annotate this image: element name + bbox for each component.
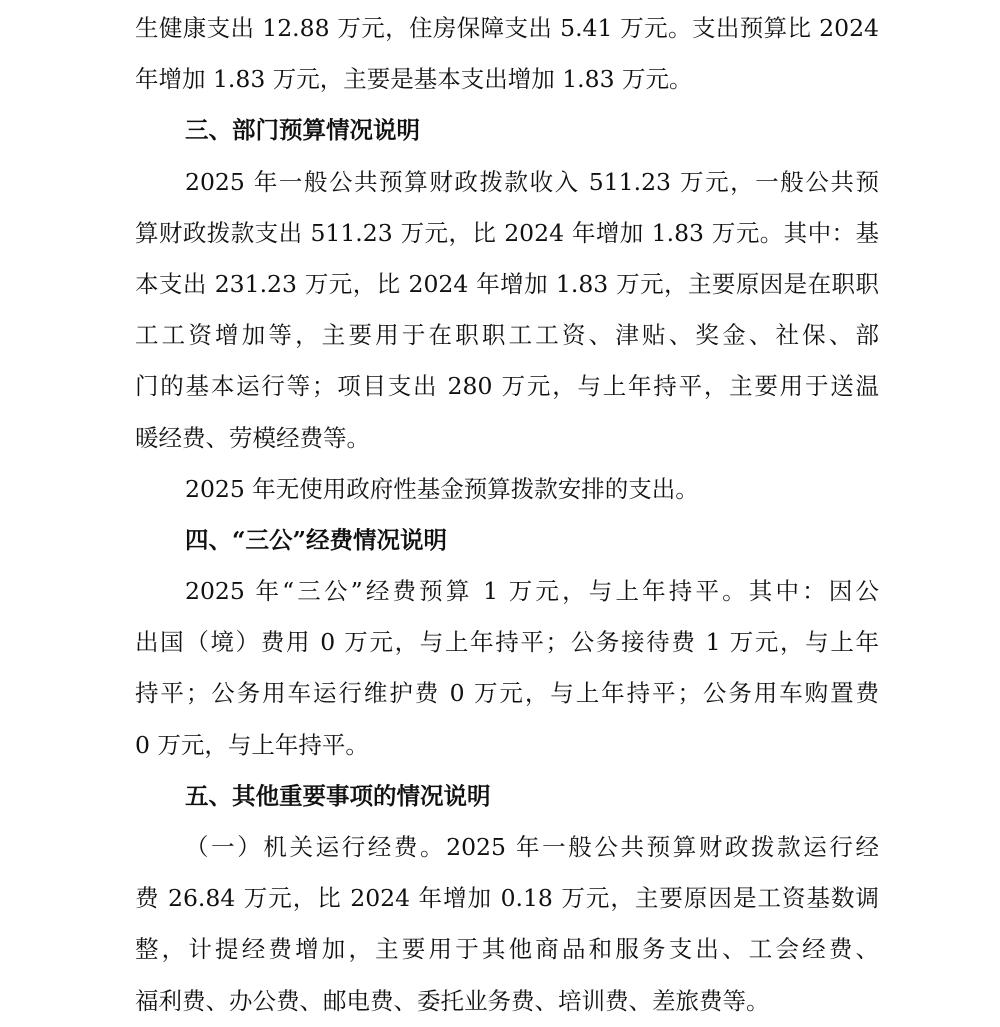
text-line: 工工资增加等，主要用于在职职工工资、津贴、奖金、社保、部 <box>135 321 879 350</box>
text-line: 0 万元，与上年持平。 <box>135 730 369 759</box>
text-line: 2025 年无使用政府性基金预算拨款安排的支出。 <box>185 474 699 503</box>
section-heading-4: 四、“三公”经费情况说明 <box>185 525 448 554</box>
text-line: 持平；公务用车运行维护费 0 万元，与上年持平；公务用车购置费 <box>135 679 879 708</box>
text-line: （一）机关运行经费。2025 年一般公共预算财政拨款运行经 <box>185 833 879 861</box>
text-line: 年增加 1.83 万元，主要是基本支出增加 1.83 万元。 <box>135 65 693 94</box>
text-line: 算财政拨款支出 511.23 万元，比 2024 年增加 1.83 万元。其中：基 <box>135 218 879 247</box>
text-line: 生健康支出 12.88 万元，住房保障支出 5.41 万元。支出预算比 2024 <box>135 14 879 42</box>
document-page <box>135 0 879 1027</box>
text-line: 整，计提经费增加，主要用于其他商品和服务支出、工会经费、 <box>135 935 879 964</box>
section-heading-3: 三、部门预算情况说明 <box>185 116 420 145</box>
text-line: 费 26.84 万元，比 2024 年增加 0.18 万元，主要原因是工资基数调 <box>135 884 879 913</box>
text-line: 门的基本运行等；项目支出 280 万元，与上年持平，主要用于送温 <box>135 372 879 401</box>
text-line: 暖经费、劳模经费等。 <box>135 423 370 452</box>
text-line: 2025 年“三公”经费预算 1 万元，与上年持平。其中：因公 <box>185 577 879 606</box>
text-line: 出国（境）费用 0 万元，与上年持平；公务接待费 1 万元，与上年 <box>135 628 879 657</box>
text-line: 2025 年一般公共预算财政拨款收入 511.23 万元，一般公共预 <box>185 167 879 196</box>
text-line: 福利费、办公费、邮电费、委托业务费、培训费、差旅费等。 <box>135 986 770 1015</box>
section-heading-5: 五、其他重要事项的情况说明 <box>185 781 491 810</box>
text-line: 本支出 231.23 万元，比 2024 年增加 1.83 万元，主要原因是在职职 <box>135 269 879 298</box>
